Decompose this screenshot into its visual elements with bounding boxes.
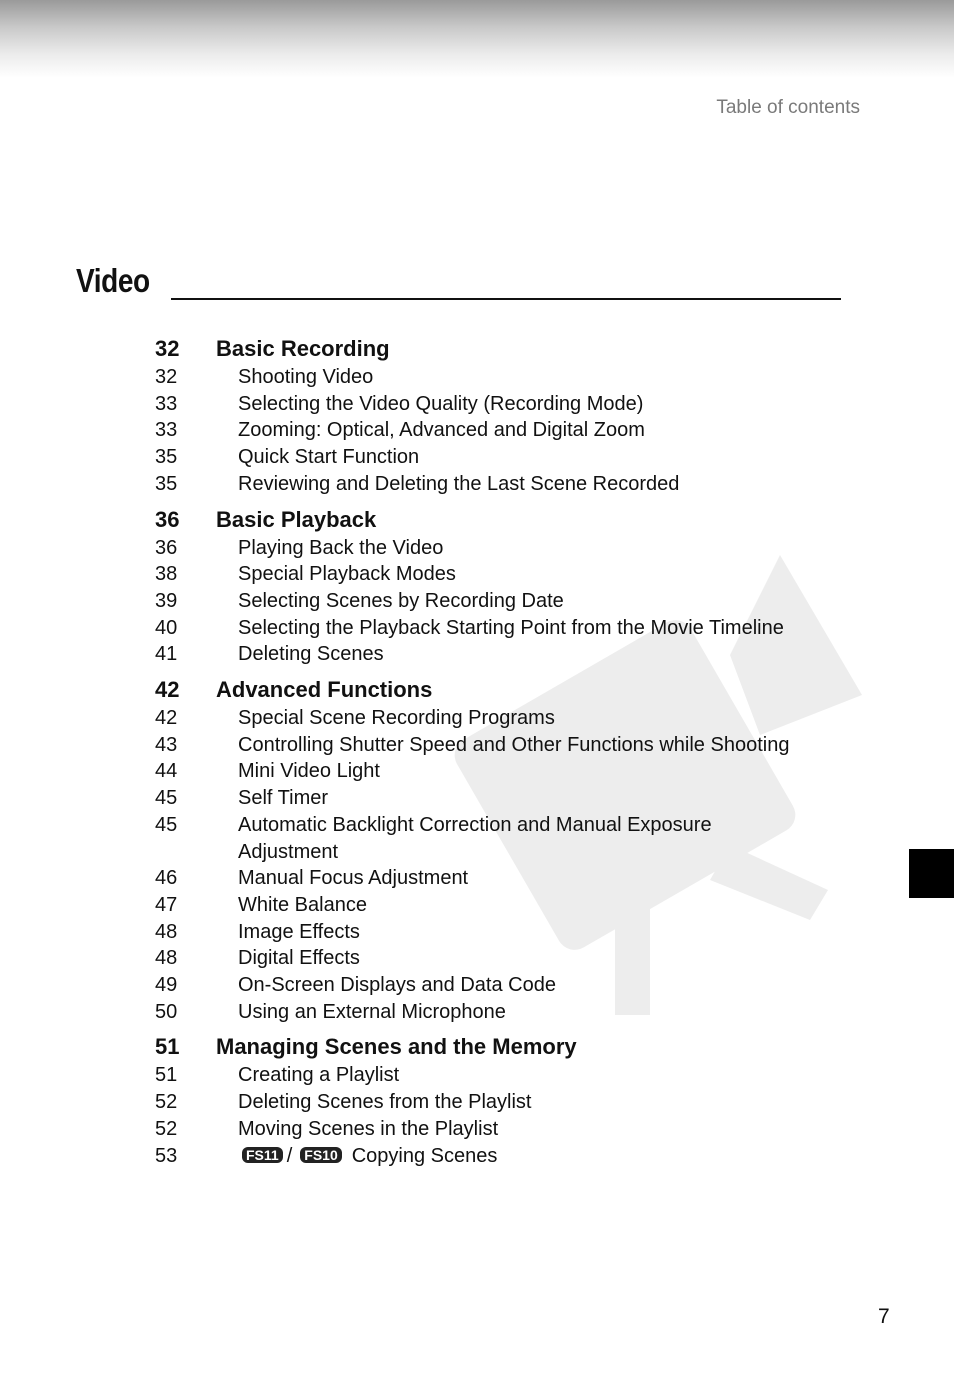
toc-group <box>155 675 855 1025</box>
toc-entry-page: 45 <box>155 813 178 836</box>
toc-entry[interactable] <box>155 471 855 498</box>
toc-entry-page: 41 <box>155 643 178 666</box>
toc-entry-label: Copying Scenes <box>351 1144 498 1167</box>
toc-entry[interactable] <box>155 641 855 668</box>
toc-entry[interactable] <box>155 391 855 418</box>
toc-entry[interactable] <box>155 758 855 785</box>
toc-entry-page: 49 <box>155 974 178 997</box>
toc-group-title: Advanced Functions <box>216 677 433 703</box>
toc-entry-text <box>238 1143 855 1170</box>
toc-entry-page: 48 <box>155 920 178 943</box>
toc-entry-text: Moving Scenes in the Playlist <box>238 1117 499 1140</box>
toc-entry-page: 53 <box>155 1144 178 1167</box>
toc-group <box>155 505 855 669</box>
toc-entry[interactable] <box>155 865 855 892</box>
toc-entry[interactable] <box>155 444 855 471</box>
toc-entry-text: Shooting Video <box>238 366 374 388</box>
toc-entry-page: 35 <box>155 472 178 495</box>
toc-group-page: 32 <box>155 336 180 361</box>
toc-entry-text: Deleting Scenes from the Playlist <box>238 1091 532 1114</box>
toc-entry[interactable] <box>155 615 855 642</box>
badge-separator: / <box>286 1144 293 1167</box>
toc-entry[interactable] <box>155 972 855 999</box>
toc-entry-text: Playing Back the Video <box>238 536 444 559</box>
toc-entry-text: Selecting Scenes by Recording Date <box>238 589 564 612</box>
toc-entry-text: Quick Start Function <box>238 446 420 469</box>
toc-entry-text: Zooming: Optical, Advanced and Digital Zoom <box>238 419 645 442</box>
toc-group <box>155 1032 855 1169</box>
toc-entry[interactable] <box>155 919 855 946</box>
toc-entry-page: 33 <box>155 419 178 442</box>
toc-group <box>155 334 855 498</box>
toc-entry[interactable] <box>155 785 855 812</box>
toc-entry-text: Mini Video Light <box>238 760 380 783</box>
toc-entry-text: Adjustment <box>238 840 339 863</box>
toc-entry[interactable] <box>155 535 855 562</box>
toc-entry[interactable] <box>155 892 855 919</box>
toc-entry[interactable] <box>155 812 855 839</box>
toc-entry[interactable] <box>155 1143 855 1170</box>
toc-group-page: 42 <box>155 677 180 703</box>
toc-entry[interactable] <box>155 561 855 588</box>
toc-entry-page: 52 <box>155 1091 178 1114</box>
toc-entry-text: Controlling Shutter Speed and Other Functions while Shooting <box>238 733 790 756</box>
toc-entry-page: 52 <box>155 1117 178 1140</box>
table-of-contents <box>155 334 855 1176</box>
toc-entry-page: 46 <box>155 867 178 890</box>
toc-entry-text: Deleting Scenes <box>238 643 384 666</box>
toc-entry[interactable] <box>155 705 855 732</box>
toc-entry-text: Manual Focus Adjustment <box>238 867 469 890</box>
toc-entry-text: Automatic Backlight Correction and Manual Exposure <box>238 813 712 836</box>
toc-entry[interactable] <box>155 999 855 1026</box>
toc-entry-page: 32 <box>155 366 178 388</box>
section-title: Video <box>76 262 150 299</box>
toc-entry-page: 47 <box>155 893 178 916</box>
toc-entry[interactable] <box>155 417 855 444</box>
toc-entry-text: Selecting the Video Quality (Recording Mode) <box>238 392 644 415</box>
toc-entry[interactable] <box>155 1062 855 1089</box>
toc-entry-text: Reviewing and Deleting the Last Scene Recorded <box>238 472 680 495</box>
toc-entry-page: 40 <box>155 616 178 639</box>
toc-group-heading[interactable] <box>155 675 855 705</box>
toc-entry-text: Using an External Microphone <box>238 1000 506 1023</box>
toc-group-title: Basic Recording <box>216 336 390 361</box>
toc-entry-text: Self Timer <box>238 787 329 810</box>
toc-entry[interactable] <box>155 1116 855 1143</box>
toc-entry[interactable] <box>155 839 855 866</box>
toc-group-heading[interactable] <box>155 1032 855 1062</box>
header-label: Table of contents <box>716 97 860 118</box>
toc-entry-page: 44 <box>155 760 178 783</box>
chapter-tab <box>909 849 954 898</box>
title-rule <box>171 298 841 300</box>
toc-entry-page: 39 <box>155 589 178 612</box>
toc-entry-page: 48 <box>155 947 178 970</box>
toc-entry[interactable] <box>155 588 855 615</box>
toc-entry-page: 45 <box>155 787 178 810</box>
toc-entry-text: White Balance <box>238 893 367 916</box>
toc-entry-text: Special Scene Recording Programs <box>238 707 555 730</box>
toc-entry-page: 43 <box>155 733 178 756</box>
toc-entry-page: 36 <box>155 536 178 559</box>
toc-entry-page: 38 <box>155 563 178 586</box>
toc-entry-text: Special Playback Modes <box>238 563 456 586</box>
toc-entry[interactable] <box>155 1089 855 1116</box>
toc-group-page: 36 <box>155 506 180 532</box>
toc-entry-page: 42 <box>155 707 178 730</box>
toc-entry-page: 35 <box>155 446 178 469</box>
toc-entry-text: On-Screen Displays and Data Code <box>238 974 556 997</box>
toc-group-page: 51 <box>155 1034 180 1060</box>
model-badge-fs10: FS10 <box>300 1147 341 1163</box>
toc-group-heading[interactable] <box>155 505 855 535</box>
page-number: 7 <box>878 1305 890 1328</box>
toc-group-title: Managing Scenes and the Memory <box>216 1034 577 1060</box>
toc-entry-page: 51 <box>155 1064 178 1087</box>
toc-entry-text: Creating a Playlist <box>238 1064 400 1087</box>
toc-entry-page <box>155 839 238 866</box>
toc-entry-text: Selecting the Playback Starting Point from the Movie Timeline <box>238 616 784 639</box>
toc-entry-page: 33 <box>155 392 178 415</box>
toc-entry[interactable] <box>155 732 855 759</box>
toc-group-heading[interactable] <box>155 334 855 364</box>
toc-entry-text: Image Effects <box>238 920 360 943</box>
toc-group-title: Basic Playback <box>216 506 377 532</box>
model-badge-fs11: FS11 <box>242 1147 283 1163</box>
toc-entry[interactable] <box>155 945 855 972</box>
toc-entry-page: 50 <box>155 1000 178 1023</box>
toc-entry-text: Digital Effects <box>238 947 360 970</box>
toc-entry[interactable] <box>155 364 855 391</box>
top-gradient-band <box>0 0 954 78</box>
